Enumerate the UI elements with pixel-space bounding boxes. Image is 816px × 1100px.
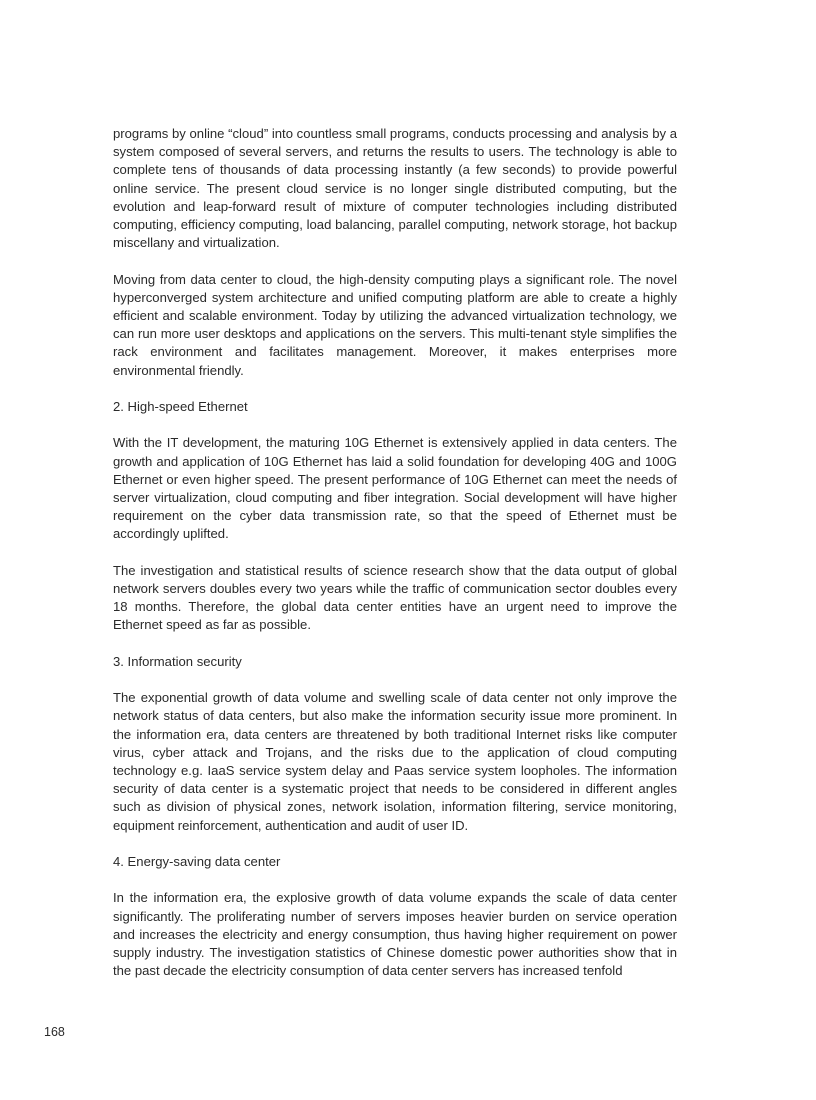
section-heading-energy-saving: 4. Energy-saving data center bbox=[113, 854, 281, 870]
section-heading-information-security: 3. Information security bbox=[113, 653, 242, 669]
paragraph-high-density-computing: Moving from data center to cloud, the high-density computing plays a significant role. The novel hyperconverged system architecture and unified computing platform are able to create a highly efficient and scalable environment. Today by utilizing the advanced virtualization technology, we can run more user desktops and applications on the servers. This multi-tenant style simplifies the rack environment and facilitates management. Moreover, it makes enterprises more environmental friendly. bbox=[113, 271, 677, 378]
paragraph-energy-saving: In the information era, the explosive growth of data volume expands the scale of data center significantly. The proliferating number of servers imposes heavier burden on service operation and increases the electricity and energy consumption, thus having higher requirement on power supply industry. The investigation statistics of Chinese domestic power authorities show that in the past decade the electricity consumption of data center servers has increased tenfold bbox=[113, 890, 677, 979]
paragraph-information-security: The exponential growth of data volume and swelling scale of data center not only improve the network status of data centers, but also make the information security issue more prominent. In the information era, data centers are threatened by both traditional Internet risks like computer virus, cyber attack and Trojans, and the risks due to the application of cloud computing technology e.g. IaaS service system delay and Paas service system loopholes. The information security of data center is a systematic project that needs to be considered in different angles such as division of physical zones, network isolation, information filtering, service monitoring, equipment reinforcement, authentication and audit of user ID. bbox=[113, 690, 677, 833]
section-heading-high-speed-ethernet: 2. High-speed Ethernet bbox=[113, 399, 248, 415]
page-number: 168 bbox=[44, 1025, 65, 1039]
paragraph-cloud-service: programs by online “cloud” into countless small programs, conducts processing and analysis by a system composed of several servers, and returns the results to users. The technology is able to complete tens of thousands of data processing instantly (a few seconds) to provide powerful online service. The present cloud service is no longer single distributed computing, but the evolution and leap-forward result of mixture of computer technologies including distributed computing, efficiency computing, load balancing, parallel computing, network storage, hot backup miscellany and virtualization. bbox=[113, 126, 677, 251]
paragraph-10g-ethernet: With the IT development, the maturing 10G Ethernet is extensively applied in data centers. The growth and application of 10G Ethernet has laid a solid foundation for developing 40G and 100G Ethernet or even higher speed. The present performance of 10G Ethernet can meet the needs of server virtualization, cloud computing and fiber integration. Social development will have higher requirement on the cyber data transmission rate, so that the speed of Ethernet must be accordingly uplifted. bbox=[113, 435, 677, 542]
page-body bbox=[113, 125, 677, 999]
paragraph-data-output-statistics: The investigation and statistical results of science research show that the data output of global network servers doubles every two years while the traffic of communication sector doubles every 18 months. Therefore, the global data center entities have an urgent need to improve the Ethernet speed as far as possible. bbox=[113, 562, 677, 633]
